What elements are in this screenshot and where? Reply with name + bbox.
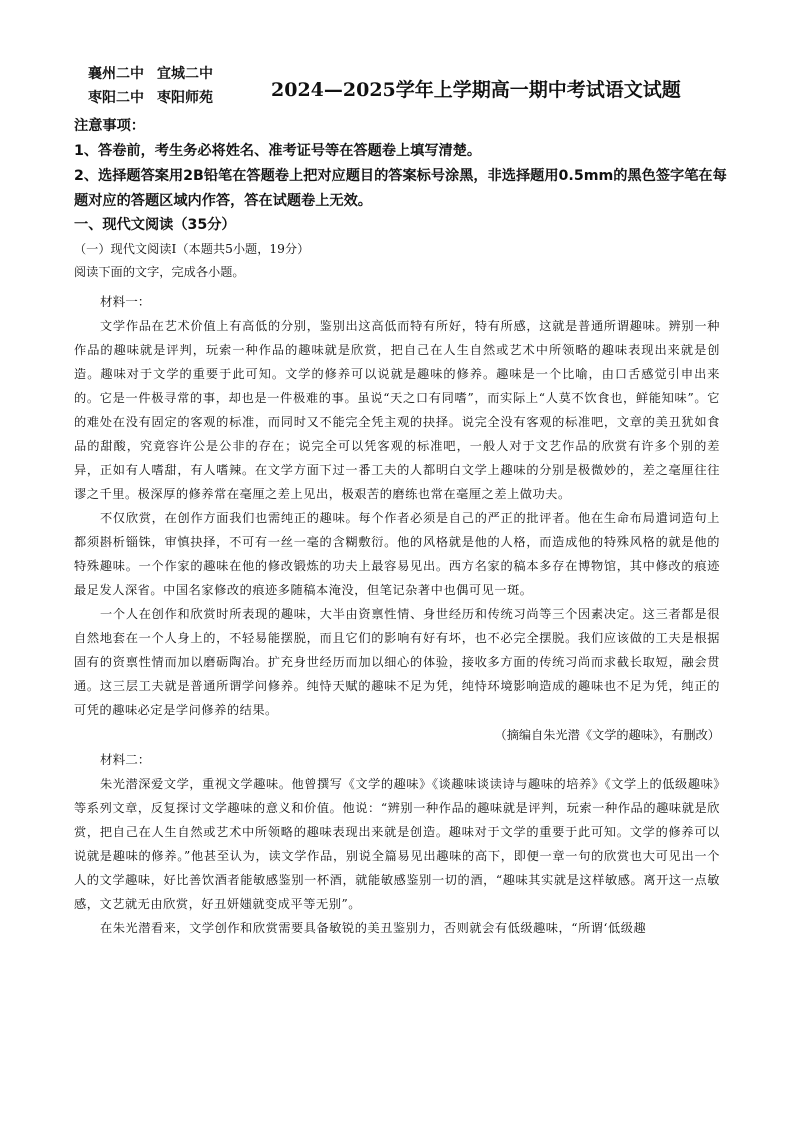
reading-passage xyxy=(74,290,720,940)
material-1-source: （摘编自朱光潜《文学的趣味》，有删改） xyxy=(494,728,720,742)
exam-header xyxy=(88,62,728,112)
notes-item-2: 2、选择题答案用2B铅笔在答题卷上把对应题目的答案标号涂黑，非选择题用0.5mm的黑色签字笔在每题对应的答题区域内作答，答在试题卷上无效。 xyxy=(74,168,727,209)
material-1-label: 材料一： xyxy=(100,294,151,309)
notes-heading: 注意事项： xyxy=(74,118,145,134)
school-names xyxy=(88,62,258,110)
section-heading: 一、现代文阅读（35分） xyxy=(74,217,236,233)
school-name: 宜城二中 xyxy=(157,66,213,82)
school-row-1 xyxy=(88,62,258,86)
material-2-paragraph-1: 朱光潜深爱文学，重视文学趣味。他曾撰写《文学的趣味》《谈趣味谈读诗与趣味的培养》《文学上的低级趣味》等系列文章，反复探讨文学趣味的意义和价值。他说：“辨别一种作品的趣味就是评判，玩索一种作品的趣味就是欣赏，把自己在人生自然或艺术中所领略的趣味表现出来就是创造。趣味对于文学的重要于此可知。文学的修养可以说就是趣味的修养。”他甚至认为，读文学作品，别说全篇易见出趣味的高下，即便一章一句的欣赏也大可见出一个人的文学趣味，好比善饮酒者能敏感鉴别一杯酒，就能敏感鉴别一切的酒，“趣味其实就是这样敏感。离开这一点敏感，文艺就无由欣赏，好丑妍媸就变成平等无别”。 xyxy=(74,777,720,911)
section-subheading: （一）现代文阅读Ⅰ（本题共5小题，19分） xyxy=(74,242,310,256)
section-reading xyxy=(74,213,734,284)
notes-item-1: 1、答卷前，考生务必将姓名、准考证号等在答题卷上填写清楚。 xyxy=(74,143,482,159)
school-name: 枣阳师苑 xyxy=(157,90,213,106)
material-1-paragraph-1: 文学作品在艺术价值上有高低的分别，鉴别出这高低而特有所好，特有所感，这就是普通所谓趣味。辨别一种作品的趣味就是评判，玩索一种作品的趣味就是欣赏，把自己在人生自然或艺术中所领略的趣味表现出来就是创造。趣味对于文学的重要于此可知。文学的修养可以说就是趣味的修养。趣味是一个比喻，由口舌感觉引申出来的。它是一件极寻常的事，却也是一件极难的事。虽说“天之口有同嗜”，而实际上“人莫不饮食也，鲜能知味”。它的难处在没有固定的客观的标准，而同时又不能完全凭主观的抉择。说完全没有客观的标准吧，文章的美丑犹如食品的甜酸，究竟容许公是公非的存在；说完全可以凭客观的标准吧，一般人对于文艺作品的欣赏有许多个别的差异，正如有人嗜甜，有人嗜辣。在文学方面下过一番工夫的人都明白文学上趣味的分别是极微妙的，差之毫厘往往谬之千里。极深厚的修养常在毫厘之差上见出，极艰苦的磨练也常在毫厘之差上做功夫。 xyxy=(74,319,720,501)
material-2-paragraph-2: 在朱光潜看来，文学创作和欣赏需要具备敏锐的美丑鉴别力，否则就会有低级趣味，“所谓‘低级趣 xyxy=(100,921,647,935)
material-1-paragraph-2: 不仅欣赏，在创作方面我们也需纯正的趣味。每个作者必须是自己的严正的批评者。他在生命布局遣词造句上都须斟析锱铢，审慎抉择，不可有一丝一毫的含糊敷衍。他的风格就是他的人格，而造成他的特殊风格的就是他的特殊趣味。一个作家的趣味在他的修改锻炼的功夫上最容易见出。西方名家的稿本多存在博物馆，其中修改的痕迹最足发人深省。中国名家修改的痕迹多随稿本淹没，但笔记杂著中也偶可见一斑。 xyxy=(74,511,720,597)
material-1-paragraph-3: 一个人在创作和欣赏时所表现的趣味，大半由资禀性情、身世经历和传统习尚等三个因素决定。这三者都是很自然地套在一个人身上的，不轻易能摆脱，而且它们的影响有好有坏，也不必完全摆脱。我们应该做的工夫是根据固有的资禀性情而加以磨砺陶冶。扩充身世经历而加以细心的体验，接收多方面的传统习尚而求截长取短，融会贯通。这三层工夫就是普通所谓学问修养。纯恃天赋的趣味不足为凭，纯恃环境影响造成的趣味也不足为凭，纯正的可凭的趣味必定是学问修养的结果。 xyxy=(74,607,720,717)
material-2-label: 材料二： xyxy=(100,752,151,767)
exam-title: 2024—2025学年上学期高一期中考试语文试题 xyxy=(271,79,681,101)
school-row-2 xyxy=(88,86,258,110)
school-name: 枣阳二中 xyxy=(88,90,144,106)
exam-notes xyxy=(74,114,734,214)
school-name: 襄州二中 xyxy=(88,66,144,82)
section-instruction: 阅读下面的文字，完成各小题。 xyxy=(74,265,245,279)
